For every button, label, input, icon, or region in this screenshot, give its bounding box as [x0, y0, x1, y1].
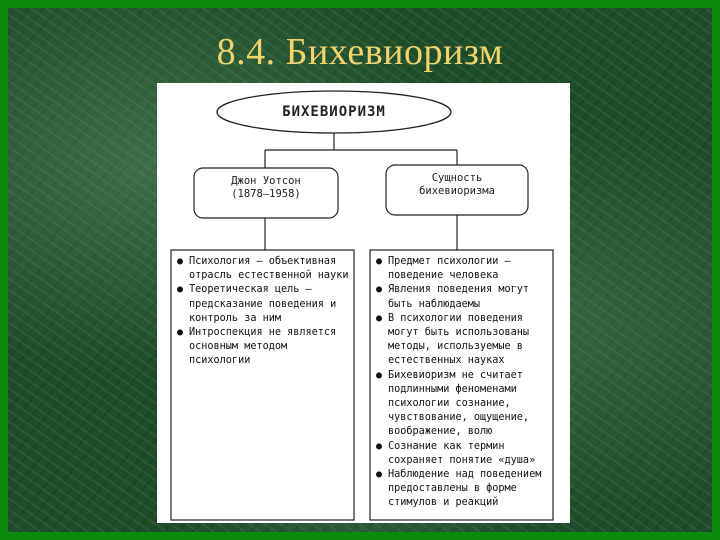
list-item: ● В психологии поведения могут быть использованы методы, используемые в естественных науках [376, 312, 530, 367]
root-label: БИХЕВИОРИЗМ [282, 104, 386, 120]
left-item-list [175, 255, 351, 369]
right-box-line1: Сущность [431, 172, 483, 184]
left-box-line2: (1878–1958) [231, 188, 301, 200]
list-item: ● Бихевиоризм не считает подлинными феноменами психологии сознание, чувствование, ощущение, воображение, волю [376, 369, 530, 438]
list-item: ● Теоретическая цель – предсказание поведения и контроль за ним [177, 284, 337, 324]
bullet-icon: ● [177, 256, 184, 267]
list-item: ● Наблюдение над поведением предоставлены в форме стимулов и реакций [376, 469, 542, 509]
list-item: ● Психология – объективная отрасль естественной науки [177, 256, 349, 282]
diagram-scan [157, 83, 570, 523]
list-item: ● Сознание как термин сохраняет понятие «душа» [376, 440, 536, 466]
list-item: ● Интроспекция не является основным методом психологии [177, 327, 337, 367]
bullet-icon: ● [376, 369, 383, 381]
bullet-icon: ● [376, 284, 383, 296]
slide-title: 8.4. Бихевиоризм [216, 31, 504, 73]
bullet-icon: ● [177, 284, 184, 296]
bullet-icon: ● [376, 469, 383, 481]
right-box-text [386, 172, 528, 198]
bullet-icon: ● [177, 327, 184, 339]
right-box-line2: бихевиоризма [419, 185, 495, 197]
left-box-line1: Джон Уотсон [231, 175, 301, 187]
bullet-icon: ● [376, 440, 383, 452]
bullet-icon: ● [376, 256, 383, 267]
bullet-icon: ● [376, 312, 383, 324]
list-item: ● Предмет психологии – поведение человека [376, 256, 511, 282]
left-box-text [194, 175, 338, 201]
right-item-list [374, 255, 550, 511]
list-item: ● Явления поведения могут быть наблюдаемы [376, 284, 530, 310]
